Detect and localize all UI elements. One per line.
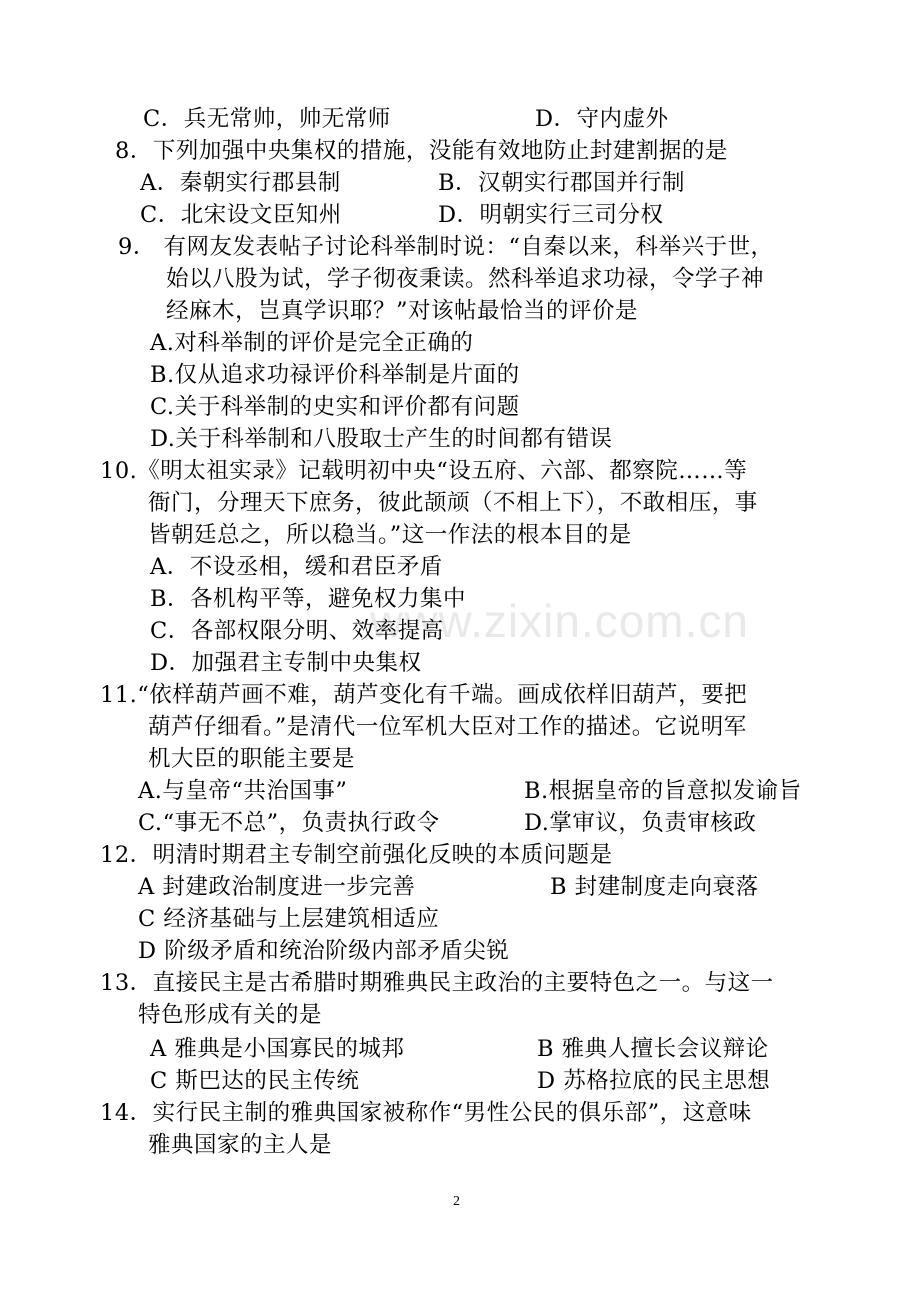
q10-stem-line: 衙门，分理天下庶务，彼此颉颃（不相上下），不敢相压，事 — [148, 490, 758, 516]
q11-stem-line: 机大臣的职能主要是 — [148, 746, 356, 772]
q9-stem-line: 9． 有网友发表帖子讨论科举制时说：“自秦以来，科举兴于世， — [118, 234, 774, 260]
q13-option-a: A 雅典是小国寡民的城邦 — [150, 1036, 405, 1062]
watermark: www.zixin.com.cn — [370, 595, 749, 647]
q14-stem-line: 14．实行民主制的雅典国家被称作“男性公民的俱乐部”，这意味 — [100, 1100, 752, 1126]
q13-stem-line: 13．直接民主是古希腊时期雅典民主政治的主要特色之一。与这一 — [100, 970, 774, 996]
q12-option-c: C 经济基础与上层建筑相适应 — [138, 906, 440, 932]
q8-option-b: B．汉朝实行郡国并行制 — [438, 170, 686, 196]
q14-stem-line: 雅典国家的主人是 — [148, 1132, 333, 1158]
q13-option-d: D 苏格拉底的民主思想 — [537, 1068, 771, 1094]
q9-stem-line: 始以八股为试，学子彻夜秉读。然科举追求功禄，令学子神 — [166, 266, 765, 292]
q8-option-c: C．北宋设文臣知州 — [140, 202, 342, 228]
q11-stem-line: 11.“依样葫芦画不难，葫芦变化有千端。画成依样旧葫芦，要把 — [100, 682, 748, 708]
q9-option-a: A.对科举制的评价是完全正确的 — [150, 330, 474, 356]
q11-option-c: C.“事无不总”，负责执行政令 — [138, 810, 440, 836]
q12-option-b: B 封建制度走向衰落 — [550, 874, 759, 900]
q10-option-b: B．各机构平等，避免权力集中 — [150, 586, 467, 612]
page-number: 2 — [453, 1194, 460, 1209]
q11-stem-line: 葫芦仔细看。”是清代一位军机大臣对工作的描述。它说明军 — [148, 714, 747, 740]
q10-option-a: A．不设丞相，缓和君臣矛盾 — [150, 554, 443, 580]
q7-option-d: D．守内虚外 — [535, 106, 669, 132]
q8-option-d: D．明朝实行三司分权 — [438, 202, 664, 228]
q9-option-c: C.关于科举制的史实和评价都有问题 — [150, 394, 520, 420]
q11-option-a: A.与皇帝“共治国事” — [138, 778, 348, 804]
q13-stem-line: 特色形成有关的是 — [138, 1002, 323, 1028]
q12-option-d: D 阶级矛盾和统治阶级内部矛盾尖锐 — [138, 938, 510, 964]
q7-option-c: C．兵无常帅，帅无常师 — [143, 106, 391, 132]
q10-stem-line: 皆朝廷总之，所以稳当。”这一作法的根本目的是 — [148, 522, 632, 548]
q12-stem: 12．明清时期君主专制空前强化反映的本质问题是 — [100, 842, 613, 868]
q10-option-c: C．各部权限分明、效率提高 — [150, 618, 444, 644]
q9-option-d: D.关于科举制和八股取士产生的时间都有错误 — [150, 426, 613, 452]
q10-stem-line: 10.《明太祖实录》记载明初中央“设五府、六部、都察院……等 — [100, 458, 748, 484]
q13-option-b: B 雅典人擅长会议辩论 — [537, 1036, 769, 1062]
q11-option-b: B.根据皇帝的旨意拟发谕旨 — [524, 778, 802, 804]
q10-option-d: D．加强君主专制中央集权 — [150, 650, 422, 676]
q13-option-c: C 斯巴达的民主传统 — [150, 1068, 360, 1094]
q8-stem: 8．下列加强中央集权的措施，没能有效地防止封建割据的是 — [115, 138, 728, 164]
q9-stem-line: 经麻木，岂真学识耶？”对该帖最恰当的评价是 — [166, 298, 639, 324]
q12-option-a: A 封建政治制度进一步完善 — [138, 874, 416, 900]
q8-option-a: A．秦朝实行郡县制 — [140, 170, 341, 196]
q11-option-d: D.掌审议，负责审核政 — [524, 810, 757, 836]
q9-option-b: B.仅从追求功禄评价科举制是片面的 — [150, 362, 520, 388]
